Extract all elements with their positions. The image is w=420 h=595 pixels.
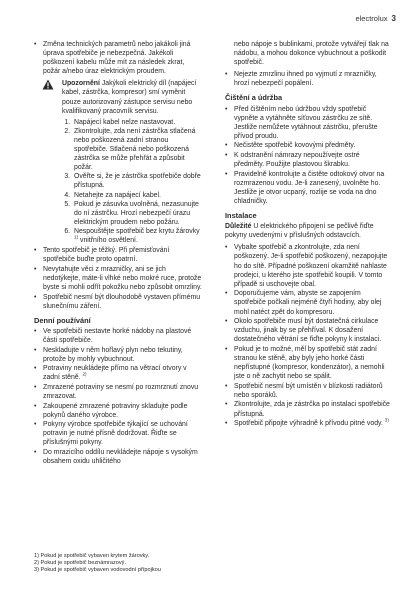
list-item: • Nečistěte spotřebič kovovými předměty. [225, 141, 391, 150]
item-text: Potraviny neukládejte přímo na větrací otvory v zadní stěně. [43, 365, 187, 382]
list-item: • Nevytahujte věci z mrazničky, ani se jich nedotýkejte, máte-li vlhké nebo mokré ruce, protože byste si mohli odřít pokožku nebo způsobit omrzliny. [34, 265, 202, 292]
brand-name: electrolux [355, 14, 388, 23]
footnote-ref: 3) [384, 417, 389, 423]
list-item: • Spotřebič nesmí být dlouhodobě vystaven přímému slunečnímu záření. [34, 293, 202, 311]
warning-label: Upozornění [62, 80, 100, 88]
heading-cleaning: Čištění a údržba [225, 93, 283, 103]
list-item [34, 364, 202, 382]
step-item: 1. Napájecí kabel nelze nastavovat. [72, 118, 202, 127]
step-item: 3. Ověřte si, že je zástrčka spotřebiče dobře přístupná. [72, 172, 202, 190]
list-item: • Zakoupené zmrazené potraviny skladujte podle pokynů daného výrobce. [34, 402, 202, 420]
footnote-ref: 2) [82, 371, 87, 377]
warning-triangle-icon [42, 79, 54, 90]
right-bullets-top [225, 70, 391, 88]
list-item [225, 419, 391, 428]
left-column [34, 40, 202, 467]
list-item: • Ve spotřebiči nestavte horké nádoby na plastové části spotřebiče. [34, 327, 202, 345]
important-label: Důležité [225, 223, 252, 231]
list-item: • Spotřebič nesmí být umístěn v blízkosti radiátorů nebo sporáků. [225, 382, 391, 400]
step-text-cont: vnitřního osvětlení. [80, 236, 138, 244]
warning-body: Jakýkoli elektrický díl (napájecí kabel, zástrčka, kompresor) smí vyměnit pouze autorizovaný zástupce servisu nebo kvalifikovaný pracovník servisu. [62, 80, 197, 115]
page-number: 3 [391, 14, 396, 23]
list-item: • Pravidelně kontrolujte a čistěte odtokový otvor na rozmrazenou vodu. Je-li zanesený, uvolněte ho. Jestliže je otvor ucpaný, rozlije se voda na dno chladničky. [225, 170, 391, 206]
warning-text [62, 79, 202, 115]
step-text: Nespouštějte spotřebič bez krytu žárovky [74, 227, 200, 235]
right-column [225, 40, 391, 429]
list-item: • Zkontrolujte, zda je zástrčka po instalaci spotřebiče přístupná. [225, 400, 391, 418]
list-item: • Okolo spotřebiče musí být dostatečná cirkulace vzduchu, jinak by se přehříval. K dosažení dostatečného větrání se řiďte pokyny k instalaci. [225, 317, 391, 344]
important-text: U elektrického připojení se pečlivě řiďte pokyny uvedenými v příslušných odstavcích. [225, 223, 374, 240]
list-item: • Zmrazené potraviny se nesmí po rozmrznutí znovu zmrazovat. [34, 383, 202, 401]
list-item: • Doporučujeme vám, abyste se zapojením spotřebiče počkali nejméně čtyři hodiny, aby olej mohl natéct zpět do kompresoru. [225, 289, 391, 316]
list-item: • Pokud je to možné, měl by spotřebič stát zadní stranou ke stěně, aby byly jeho horké části nepřístupné (kompresor, kondenzátor), a nemohli jste o ně zachytit nebo se spálit. [225, 345, 391, 381]
daily-use-bullets [34, 327, 202, 466]
left-bullets-top [34, 40, 202, 76]
continuation-text: nebo nápoje s bublinkami, protože vytvářejí tlak na nádobu, a mohou dokonce vybuchnout a poškodit spotřebič. [234, 41, 389, 67]
list-item: • Změna technických parametrů nebo jakákoli jiná úprava spotřebiče je nebezpečná. Jakékoli poškození kabelu může mít za následek zkrat, požár a/nebo úraz elektrickým proudem. [34, 40, 202, 76]
step-item: 4. Netahejte za napájecí kabel. [72, 191, 202, 200]
footnote-ref: 1) [74, 234, 79, 240]
cleaning-bullets [225, 105, 391, 207]
heading-installation: Instalace [225, 211, 257, 221]
list-item: • Nejezte zmrzlinu ihned po vyjmutí z mrazničky, hrozí nebezpečí popálení. [225, 70, 391, 88]
heading-daily-use: Denní používání [34, 315, 91, 325]
footnote: 3) Pokud je spotřebič vybaven vodovodní přípojkou [34, 567, 161, 574]
list-item: • Neskladujte v něm hořlavý plyn nebo tekutiny, protože by mohly vybuchnout. [34, 346, 202, 364]
footnote: 2) Pokud je spotřebič beznámrazový. [34, 560, 127, 567]
list-item: • Tento spotřebič je těžký. Při přemisťování spotřebiče buďte proto opatrní. [34, 246, 202, 264]
list-item: • Pokyny výrobce spotřebiče týkající se uchování potravin je nutné přísně dodržovat. Řiďte se příslušnými pokyny. [34, 420, 202, 447]
item-text: Spotřebič připojte výhradně k přívodu pitné vody. [234, 420, 383, 428]
warning-block [34, 79, 202, 115]
page-header [355, 14, 396, 23]
step-item: 5. Pokud je zásuvka uvolněná, nezasunujte do ní zástrčku. Hrozí nebezpečí úrazu elektrickým proudem nebo požáru. [72, 200, 202, 227]
list-item: • Před čištěním nebo údržbou vždy spotřebič vypněte a vytáhněte síťovou zástrčku ze sítě. Jestliže nemůžete vytáhnout zástrčku, přerušte přívod proudu. [225, 105, 391, 141]
footnote: 1) Pokud je spotřebič vybaven krytem žárovky. [34, 553, 150, 559]
install-bullets [225, 243, 391, 428]
list-item: • K odstranění námrazy nepoužívejte ostré předměty. Použijte plastovou škrabku. [225, 151, 391, 169]
list-item: • Vybalte spotřebič a zkontrolujte, zda není poškozený. Je-li spotřebič poškozený, nezapojujte ho do sítě. Případné poškození okamžitě nahlaste prodejci, u kterého jste spotřebič koupili. V tomto případě si uschovejte obal. [225, 243, 391, 288]
safety-steps [34, 118, 202, 245]
install-important [225, 222, 391, 240]
step-item [72, 227, 202, 245]
left-bullets-mid [34, 246, 202, 311]
step-item: 2. Zkontrolujte, zda není zástrčka stlačená nebo poškozená zadní stranou spotřebiče. Stlačená nebo poškozená zástrčka se může přehřát a způsobit požár. [72, 127, 202, 172]
list-item: • Do mrazicího oddílu nevkládejte nápoje s vysokým obsahem oxidu uhličitého [34, 448, 202, 466]
footnotes [34, 553, 204, 575]
